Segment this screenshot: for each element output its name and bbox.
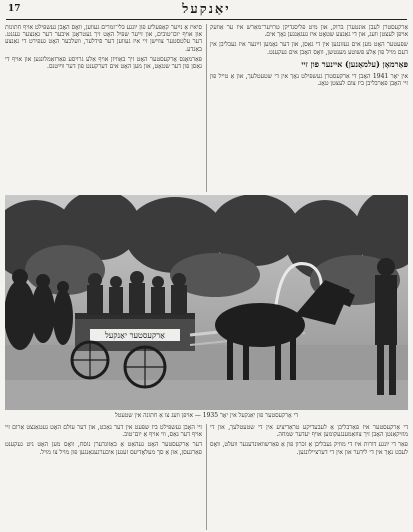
column-bottom-right (210, 424, 408, 530)
column-divider (206, 424, 207, 530)
historical-photograph (5, 195, 408, 410)
section-heading: פּאַרמאָן (עלמאַנען) איינער פון זיי (301, 58, 408, 69)
column-bottom-left (5, 424, 202, 530)
paragraph: אין יאָר 1941 האָבן די אַרקעסטרן געשפּילט נאָך אין די שטעטלעך, און אַ טייל פון זיי האָבן פאַרבליבן ביז צום לעצטן טאָג. (210, 72, 408, 88)
paragraph: דער אַרקעסטער האָט געהאַט אַ באַזונדערן נוסח, וואָס מען האָט ניט געקענט פאַרגעסן, און אַ סך מעלאָדיעס זענען איבערגעגאַנגען פון מויל צו מויל. (5, 441, 202, 456)
paragraph: פאַר די יונגע דורות איז די מוזיק געבליבן אַ זכּרון פון אַ פאַרשוואונדענער וועלט, וואָס לעבט נאָך אין די לידער און אין די דערציילונגען. (210, 441, 408, 456)
wagon-sign-text: אַרקעסטער יאַנקעל (105, 331, 165, 340)
running-head: יאַנקעל (182, 2, 231, 17)
paragraph: פּאַרמאָנס אָרקעסטער האָט זיך באַוויזן אויף אַלע גרויסע פאַרזאַמלונגען און אויף די גאַסן פון דער שטאָט, און מען האָט אים דערקענט פון דער ווײַטנס. (5, 55, 202, 71)
header-rule (6, 19, 407, 20)
page-number: 17 (8, 4, 21, 14)
paragraph: סיאיז אַ נײַער קאַפּעליע פון יונגע כּלי־זמרים געווען, וואָס האָבן געשפּילט אויף חתונות און אויף יום־טובים, און זייער שפּיל האָט זיך געטראָגן איבער דער גאַנצער געגנט. דער עלטסטער צווישן זיי איז געווען דער פֿידלער, וועלכער האָט געפירט די גאַנצע באַנדע. (5, 24, 202, 53)
photo-caption: די אָרקעסטער פון יאַנקעל אין יאָר 1935 — אױפן וועג צו אַ חתונה אין שטעטל (114, 412, 299, 419)
column-top-left (5, 24, 202, 192)
paragraph: אַרקעסטרן לעבן אונטערן ברוק, און מיט פליסנדיקן טרױער־מאַרש איז ער אַוועק אױפן לעצטן וועג, און די גאַנצע שטאָט איז געגאַנגען נאָך אים. (210, 24, 408, 39)
paragraph: זיי האָבן געשפּילט ביז שפּעט אין דער נאַכט, און דער עולם האָט געטאַנצט אַרום זיי אויף דער גאַס, ווי אויף אַ יום־טוב. (5, 424, 202, 439)
column-divider (206, 24, 207, 192)
page-header (0, 0, 413, 22)
column-top-right (210, 24, 408, 192)
paragraph: שפּעטער האָט מען אים געזונגען אין די גאַסן, און דער נאָמען זײַנער איז געבליבן אין דעם מויל פון אַלע פּשוטע מענטשן, וואָס האָבן אים געקענט. (210, 41, 408, 56)
paragraph: די אַרקעסטער איז פאַרבליבן אַ לעבעדיקע טראַדיציע אין די שטעטלעך, און די מוזיקאַנטן האָבן זיך צוזאַמענגעקומען אויף יעדער שמחה. (210, 424, 408, 439)
